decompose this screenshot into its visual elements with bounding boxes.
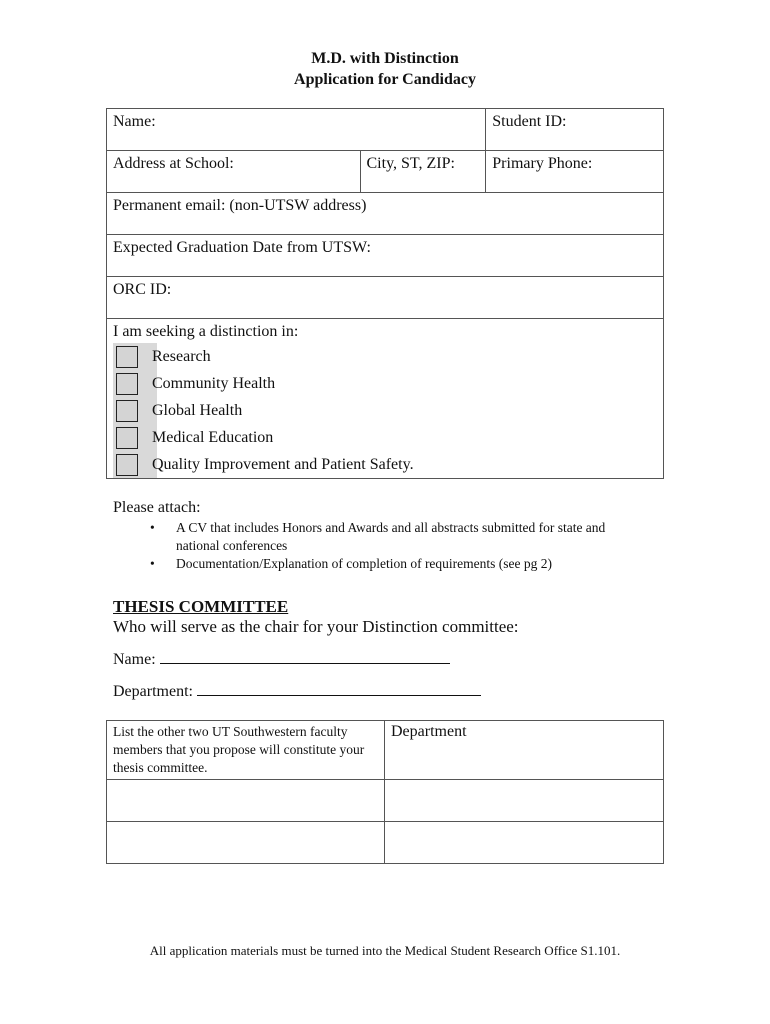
distinction-option-global-health[interactable] (113, 397, 657, 424)
phone-label: Primary Phone: (492, 155, 593, 172)
distinction-selection (107, 319, 664, 479)
committee-col1-header: List the other two UT Southwestern faculty members that you propose will constitute your thesis committee. (107, 721, 385, 780)
table-row (107, 780, 664, 822)
table-row (107, 822, 664, 864)
attach-item-cv: A CV that includes Honors and Awards and all abstracts submitted for state and national conferences (176, 520, 606, 553)
chair-department-row (113, 681, 481, 701)
email-label: Permanent email: (non-UTSW address) (113, 197, 367, 214)
list-item (150, 519, 650, 555)
distinction-option-research[interactable] (113, 343, 657, 370)
name-field[interactable] (107, 109, 486, 151)
distinction-option-quality-improvement[interactable] (113, 451, 657, 478)
committee-member-1-name-cell[interactable] (107, 780, 385, 822)
title-line-2: Application for Candidacy (294, 71, 476, 88)
list-item (150, 555, 650, 573)
address-field[interactable] (107, 151, 361, 193)
attach-label: Please attach: (113, 499, 201, 516)
city-label: City, ST, ZIP: (366, 155, 455, 172)
distinction-label-medical-education: Medical Education (152, 428, 274, 446)
chair-name-input[interactable] (160, 649, 450, 664)
checkbox-quality-improvement[interactable] (116, 454, 138, 476)
bullet-icon: • (150, 520, 155, 535)
distinction-label-community-health: Community Health (152, 374, 276, 392)
checkbox-global-health[interactable] (116, 400, 138, 422)
chair-name-label: Name: (113, 651, 156, 668)
committee-member-2-name-cell[interactable] (107, 822, 385, 864)
committee-col2-header: Department (385, 721, 664, 780)
checkbox-medical-education[interactable] (116, 427, 138, 449)
committee-table (106, 720, 664, 864)
distinction-label-quality-improvement: Quality Improvement and Patient Safety. (152, 455, 414, 473)
bullet-icon: • (150, 556, 155, 571)
committee-member-2-department-cell[interactable] (385, 822, 664, 864)
orc-label: ORC ID: (113, 281, 172, 298)
checkbox-community-health[interactable] (116, 373, 138, 395)
city-field[interactable] (360, 151, 486, 193)
thesis-heading: THESIS COMMITTEE (113, 597, 289, 616)
chair-department-label: Department: (113, 683, 193, 700)
graduation-date-field[interactable] (107, 235, 664, 277)
chair-department-input[interactable] (197, 681, 481, 696)
checkbox-research[interactable] (116, 346, 138, 368)
applicant-info-table (106, 108, 664, 479)
student-id-label: Student ID: (492, 113, 567, 130)
distinction-option-community-health[interactable] (113, 370, 657, 397)
student-id-field[interactable] (486, 109, 664, 151)
address-label: Address at School: (113, 155, 234, 172)
distinction-label-global-health: Global Health (152, 401, 243, 419)
chair-name-row (113, 649, 450, 669)
footer-note: All application materials must be turned into the Medical Student Research Office S1.101. (149, 943, 621, 958)
title-line-1: M.D. with Distinction (311, 50, 459, 67)
name-label: Name: (113, 113, 156, 130)
distinction-option-medical-education[interactable] (113, 424, 657, 451)
phone-field[interactable] (486, 151, 664, 193)
orc-id-field[interactable] (107, 277, 664, 319)
seeking-label: I am seeking a distinction in: (113, 323, 299, 340)
email-field[interactable] (107, 193, 664, 235)
committee-member-1-department-cell[interactable] (385, 780, 664, 822)
attach-list (150, 519, 650, 573)
attach-item-documentation: Documentation/Explanation of completion of requirements (see pg 2) (176, 556, 553, 571)
graduation-label: Expected Graduation Date from UTSW: (113, 239, 371, 256)
thesis-question: Who will serve as the chair for your Distinction committee: (113, 617, 519, 636)
distinction-label-research: Research (152, 347, 211, 365)
